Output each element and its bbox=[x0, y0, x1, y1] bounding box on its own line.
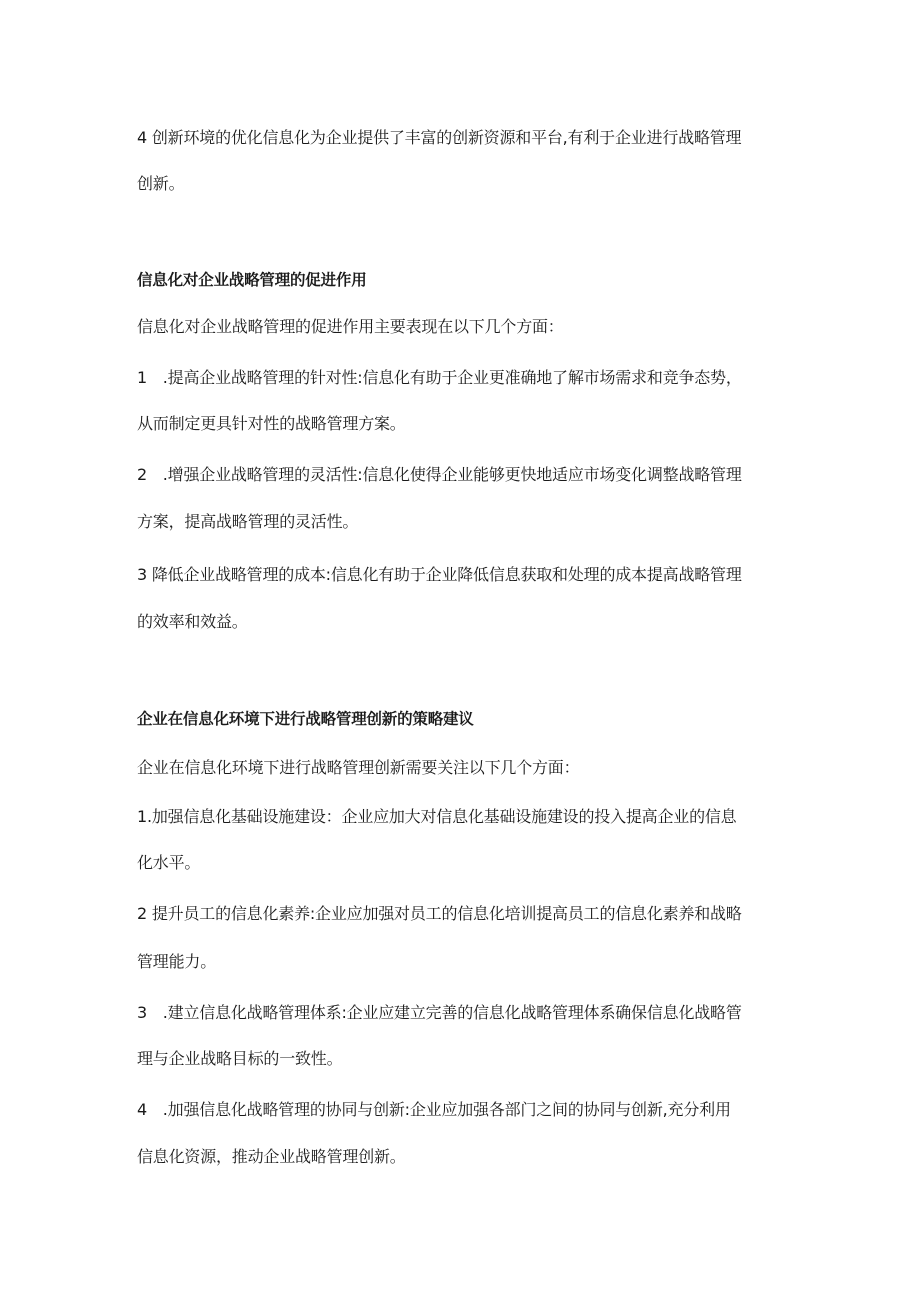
section-lead: 企业在信息化环境下进行战略管理创新需要关注以下几个方面： bbox=[137, 758, 580, 777]
list-item-line1: 3 .建立信息化战略管理体系:企业应建立完善的信息化战略管理体系确保信息化战略管 bbox=[137, 1003, 742, 1022]
list-item-line1: 3 降低企业战略管理的成本:信息化有助于企业降低信息获取和处理的成本提高战略管理 bbox=[137, 565, 742, 584]
list-item-line2: 信息化资源，推动企业战略管理创新。 bbox=[137, 1147, 406, 1166]
list-item-line1: 2 提升员工的信息化素养:企业应加强对员工的信息化培训提高员工的信息化素养和战略 bbox=[137, 904, 742, 923]
list-item-line2: 理与企业战略目标的一致性。 bbox=[137, 1049, 343, 1068]
intro-item-line2: 创新。 bbox=[137, 174, 185, 193]
list-item-line1: 1 .提高企业战略管理的针对性:信息化有助于企业更准确地了解市场需求和竞争态势， bbox=[137, 368, 742, 387]
list-item-line2: 从而制定更具针对性的战略管理方案。 bbox=[137, 414, 406, 433]
section-heading: 信息化对企业战略管理的促进作用 bbox=[137, 271, 367, 289]
section-heading: 企业在信息化环境下进行战略管理创新的策略建议 bbox=[137, 710, 474, 728]
intro-item-line1: 4 创新环境的优化信息化为企业提供了丰富的创新资源和平台,有利于企业进行战略管理 bbox=[137, 128, 742, 147]
list-item-line2: 方案，提高战略管理的灵活性。 bbox=[137, 512, 359, 531]
list-item-line1: 2 .增强企业战略管理的灵活性:信息化使得企业能够更快地适应市场变化调整战略管理 bbox=[137, 465, 742, 484]
list-item-line2: 化水平。 bbox=[137, 853, 201, 872]
list-item-line1: 4 .加强信息化战略管理的协同与创新:企业应加强各部门之间的协同与创新,充分利用 bbox=[137, 1100, 731, 1119]
list-item-line1: 1.加强信息化基础设施建设：企业应加大对信息化基础设施建设的投入提高企业的信息 bbox=[137, 807, 737, 826]
list-item-line2: 的效率和效益。 bbox=[137, 612, 248, 631]
section-lead: 信息化对企业战略管理的促进作用主要表现在以下几个方面： bbox=[137, 317, 564, 336]
list-item-line2: 管理能力。 bbox=[137, 952, 217, 971]
